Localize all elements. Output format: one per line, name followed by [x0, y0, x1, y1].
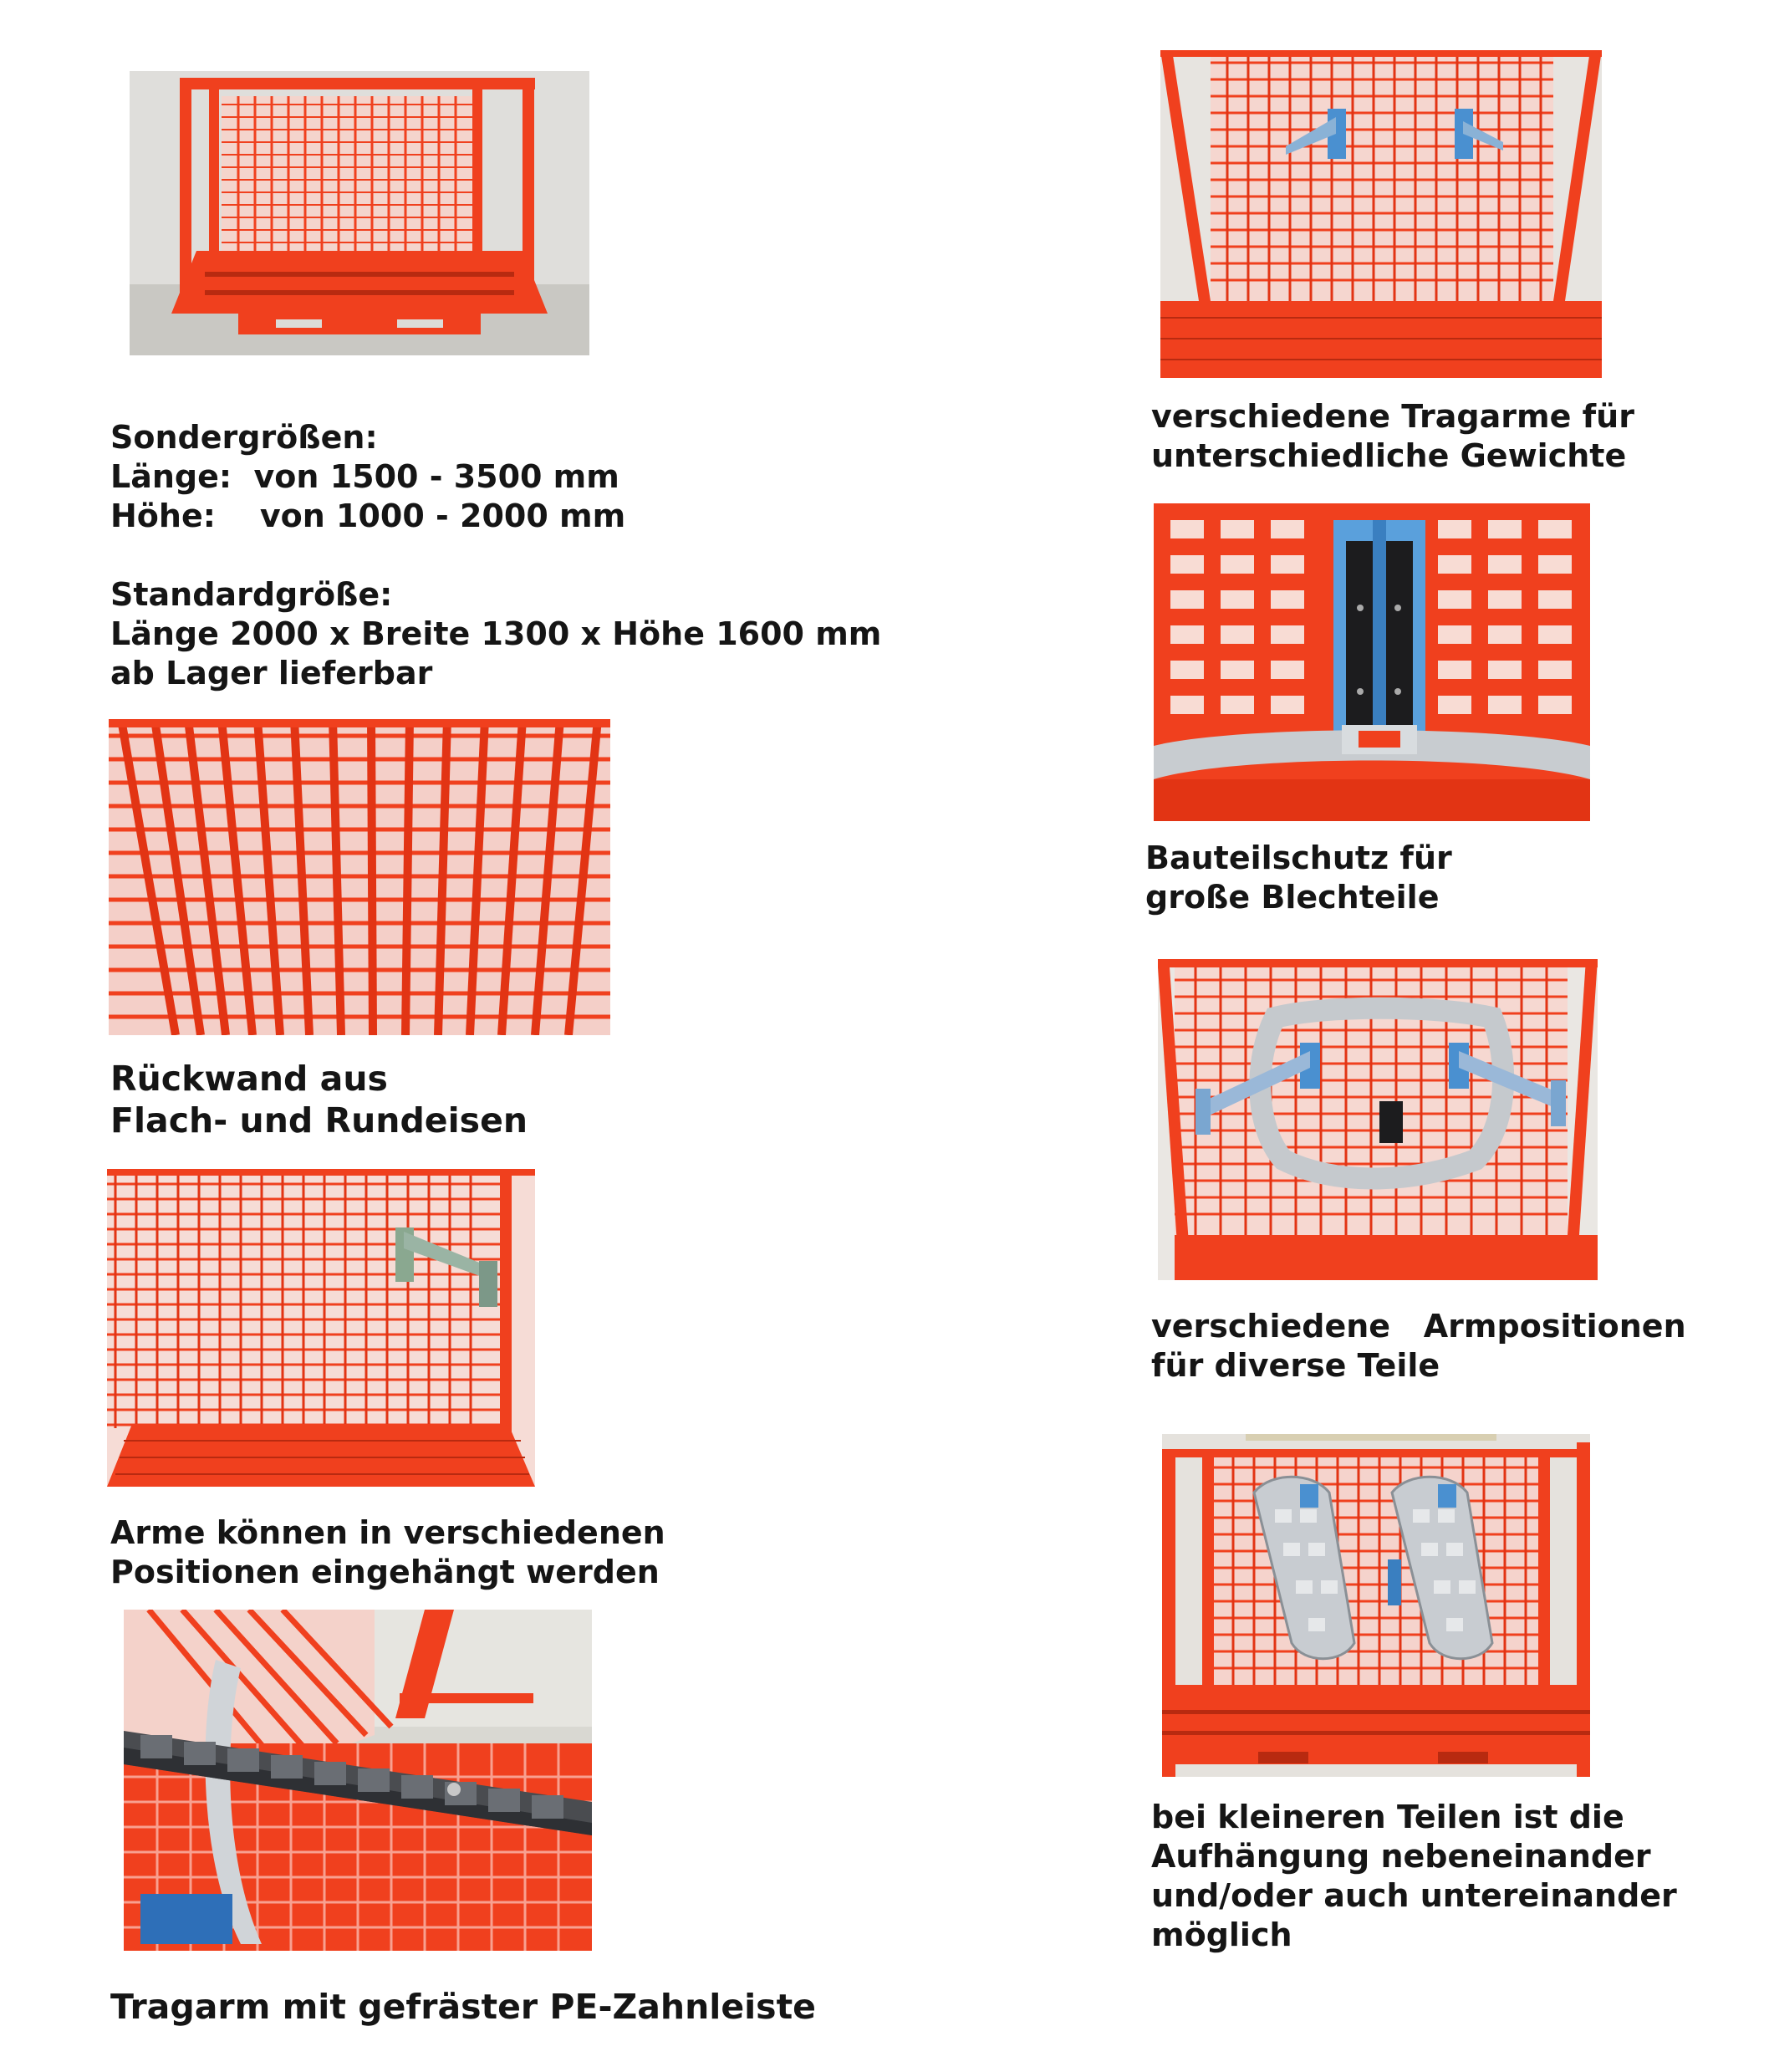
rear-wall-caption-line-2: Flach- und Rundeisen [110, 1100, 528, 1141]
small-parts-caption-line-1: bei kleineren Teilen ist die [1151, 1799, 1624, 1835]
arm-positions-photo [107, 1169, 535, 1487]
small-parts-caption-line-3: und/oder auch untereinander [1151, 1877, 1677, 1914]
spacer [110, 536, 881, 575]
arm-positions-part-photo [1158, 959, 1598, 1280]
rack-specifications [110, 418, 881, 693]
arm-positions-caption [1151, 1307, 1686, 1386]
standard-size-heading: Standardgröße: [110, 576, 393, 613]
small-parts-caption-line-4: möglich [1151, 1916, 1292, 1953]
rear-wall-photo [109, 719, 610, 1035]
small-parts-caption [1151, 1798, 1677, 1955]
component-protection-caption-line-2: große Blechteile [1145, 879, 1440, 916]
support-arms-caption-line-2: unterschiedliche Gewichte [1151, 437, 1627, 474]
small-parts-photo [1162, 1434, 1590, 1777]
height-range: Höhe: von 1000 - 2000 mm [110, 498, 626, 534]
arm-positions-caption-line-1: verschiedene Armpositionen [1151, 1308, 1686, 1345]
arm-positions-caption-line-2: für diverse Teile [1151, 1347, 1440, 1384]
standard-dimensions: Länge 2000 x Breite 1300 x Höhe 1600 mm [110, 615, 882, 652]
stock-availability: ab Lager lieferbar [110, 655, 433, 692]
rear-wall-caption-line-1: Rückwand aus [110, 1059, 388, 1099]
special-sizes-heading: Sondergrößen: [110, 419, 378, 456]
arms-caption [110, 1513, 665, 1592]
component-protection-caption [1145, 839, 1452, 917]
arms-caption-line-1: Arme können in verschiedenen [110, 1514, 665, 1551]
pe-tooth-strip-photo [124, 1610, 592, 1951]
small-parts-caption-line-2: Aufhängung nebeneinander [1151, 1838, 1651, 1875]
component-protection-photo [1154, 503, 1590, 821]
rear-wall-caption [110, 1058, 528, 1141]
component-protection-caption-line-1: Bauteilschutz für [1145, 840, 1452, 876]
support-arms-photo [1160, 50, 1602, 378]
arms-caption-line-2: Positionen eingehängt werden [110, 1554, 660, 1590]
support-arms-caption [1151, 397, 1634, 476]
length-range: Länge: von 1500 - 3500 mm [110, 458, 619, 495]
rack-overview-photo [130, 71, 589, 355]
support-arms-caption-line-1: verschiedene Tragarme für [1151, 398, 1634, 435]
pe-tooth-strip-caption: Tragarm mit gefräster PE-Zahnleiste [110, 1987, 816, 2027]
